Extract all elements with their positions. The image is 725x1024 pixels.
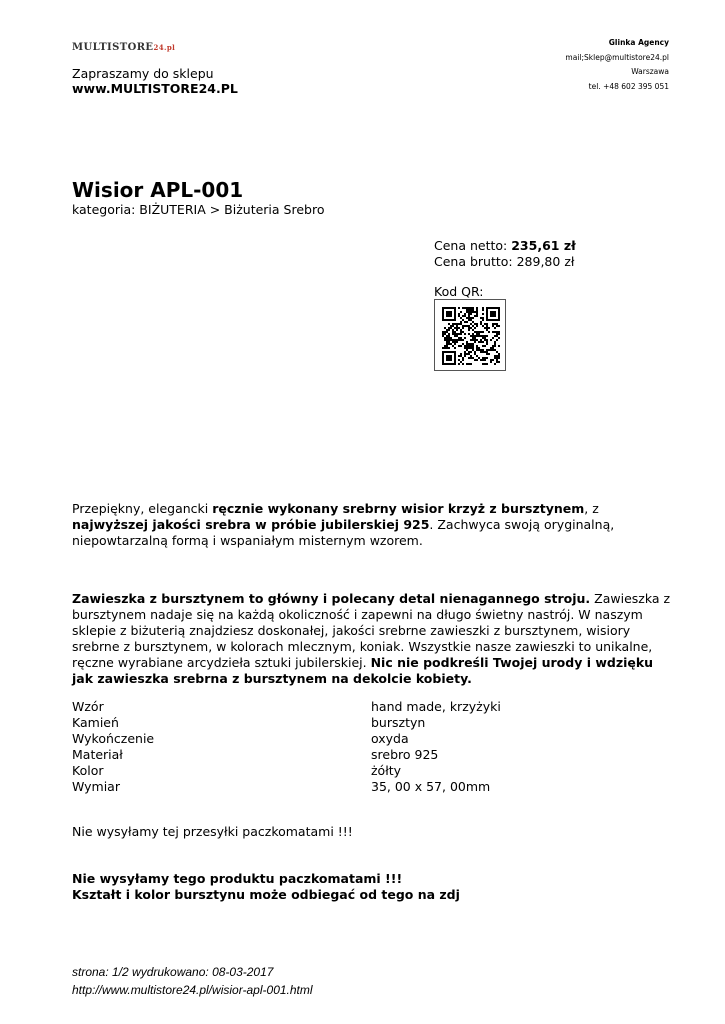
spec-value: bursztyn: [371, 715, 426, 730]
agency-name: Glinka Agency: [608, 38, 669, 47]
desc-text: , z: [584, 501, 599, 516]
store-url-link[interactable]: www.MULTISTORE24.PL: [72, 81, 238, 96]
spec-row: [72, 715, 501, 731]
price-net-label: Cena netto:: [434, 238, 512, 253]
store-logo: [72, 42, 175, 53]
agency-contact: [565, 36, 669, 94]
desc-bold: najwyższej jakości srebra w próbie jubilerskiej 925: [72, 517, 430, 532]
shipping-warning: [72, 871, 460, 903]
desc-bold: ręcznie wykonany srebrny wisior krzyż z bursztynem: [212, 501, 585, 516]
spec-value: oxyda: [371, 731, 409, 746]
spec-key: Wymiar: [72, 779, 120, 794]
qr-label: Kod QR:: [434, 284, 484, 299]
qr-code: [434, 299, 506, 371]
qr-code-icon: [442, 307, 500, 365]
spec-row: [72, 699, 501, 715]
logo-suffix: 24.pl: [153, 43, 176, 52]
welcome-block: [72, 66, 238, 96]
desc-text: . Zachwyca swoją oryginalną, niepowtarzalną formą i wspaniałym misternym wzorem.: [72, 517, 615, 548]
product-category: kategoria: BIŻUTERIA > Biżuteria Srebro: [72, 202, 325, 217]
shipping-warning-line-2: Kształt i kolor bursztynu może odbiegać od tego na zdj: [72, 887, 460, 902]
spec-key: Wykończenie: [72, 731, 155, 746]
spec-key: Kamień: [72, 715, 119, 730]
spec-value: hand made, krzyżyki: [371, 699, 501, 714]
spec-value: srebro 925: [371, 747, 439, 762]
footer-url-link[interactable]: http://www.multistore24.pl/wisior-apl-001.html: [72, 983, 313, 997]
agency-email: mail;Sklep@multistore24.pl: [565, 52, 669, 62]
spec-row: [72, 779, 501, 795]
welcome-line: Zapraszamy do sklepu: [72, 66, 214, 81]
logo-text: MULTISTORE: [72, 42, 154, 53]
spec-row: [72, 731, 501, 747]
print-footer: [72, 963, 313, 999]
spec-table: [72, 699, 501, 795]
shipping-warning-line-1: Nie wysyłamy tego produktu paczkomatami !!!: [72, 871, 403, 886]
spec-key: Kolor: [72, 763, 104, 778]
spec-key: Materiał: [72, 747, 123, 762]
price-gross: Cena brutto: 289,80 zł: [434, 254, 575, 269]
footer-page-info: strona: 1/2 wydrukowano: 08-03-2017: [72, 965, 274, 979]
desc-bold: Nic nie podkreśli Twojej urody i wdzięku jak zawieszka srebrna z bursztynem na dekolcie kobiety.: [72, 655, 654, 686]
description-paragraph-1: [72, 501, 672, 549]
spec-row: [72, 747, 501, 763]
description-paragraph-2: [72, 591, 672, 687]
price-net: [434, 238, 576, 254]
desc-text: Przepiękny, elegancki: [72, 501, 213, 516]
spec-key: Wzór: [72, 699, 104, 714]
desc-text: Zawieszka z bursztynem nadaje się na każdą okoliczność i zapewni na długo świetny nastrój. W naszym sklepie z biżuterią znajdziesz doskonałej, jakości srebrne zawieszki z bursztynem, wisiory srebrne z bursztynem, w kolorach mlecznym, koniak. Wszystkie nasze zawieszki to unikalne, ręczne wyrabiane arcydzieła sztuki jubilerskiej.: [72, 591, 671, 670]
price-net-value: 235,61 zł: [511, 238, 576, 253]
spec-value: żółty: [371, 763, 402, 778]
shipping-note: Nie wysyłamy tej przesyłki paczkomatami !!!: [72, 824, 353, 839]
product-title: Wisior APL-001: [72, 178, 244, 202]
price-block: [434, 238, 576, 270]
desc-bold: Zawieszka z bursztynem to główny i polecany detal nienagannego stroju.: [72, 591, 591, 606]
agency-city: Warszawa: [631, 67, 669, 76]
agency-phone: tel. +48 602 395 051: [588, 81, 669, 91]
spec-row: [72, 763, 501, 779]
spec-value: 35, 00 x 57, 00mm: [371, 779, 491, 794]
